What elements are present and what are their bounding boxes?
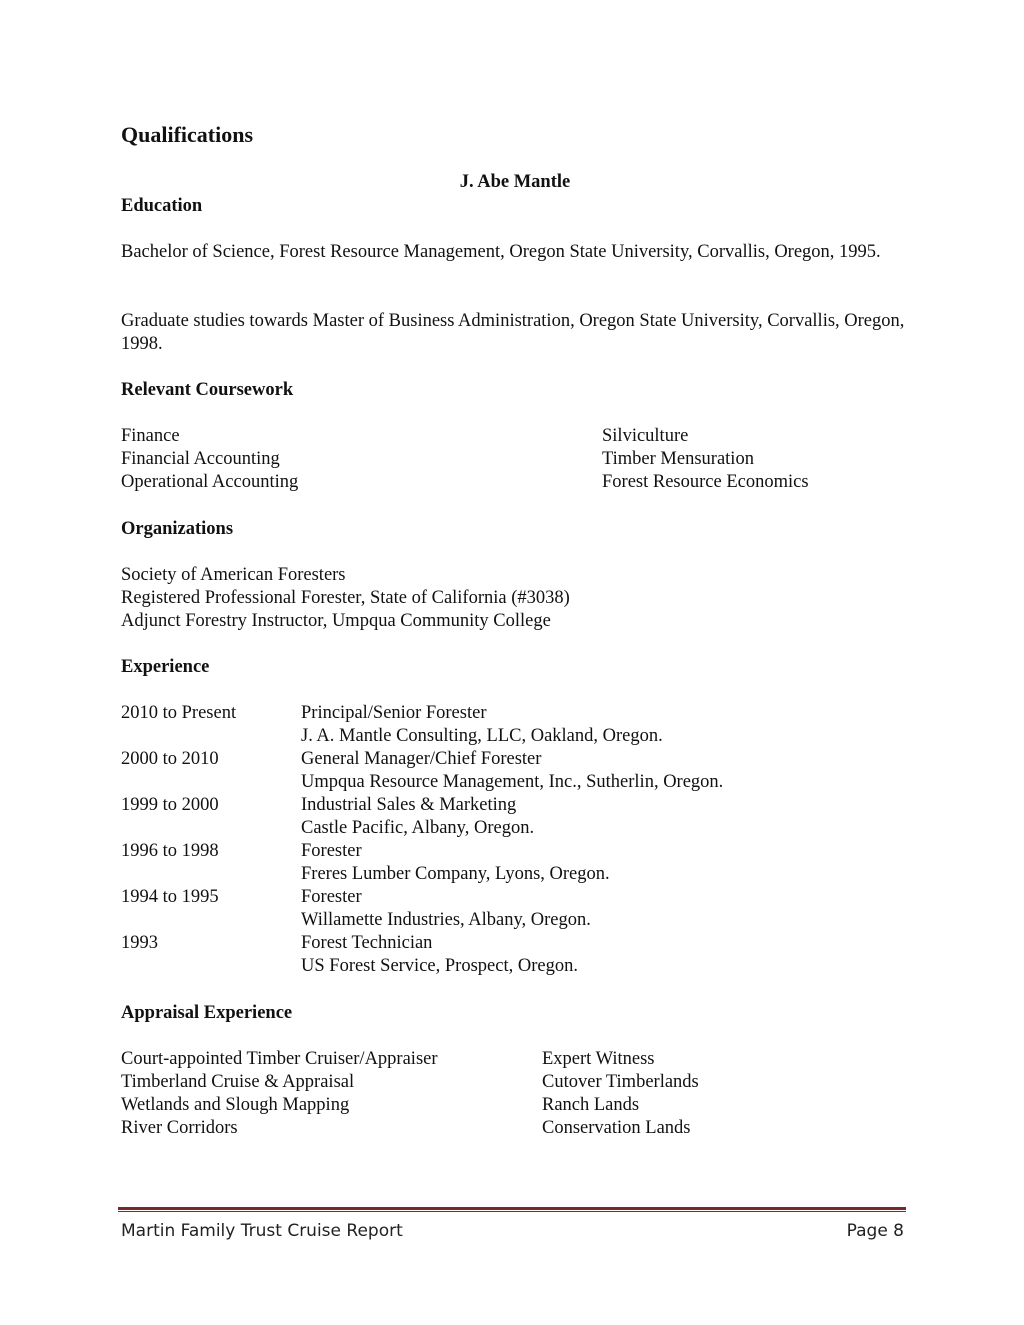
experience-period: 2010 to Present <box>121 703 237 723</box>
education-heading: Education <box>121 196 203 216</box>
experience-role: Forester <box>301 887 362 907</box>
coursework-item: Forest Resource Economics <box>602 472 809 492</box>
footer-rule-thin <box>118 1211 906 1212</box>
experience-period: 1996 to 1998 <box>121 841 219 861</box>
organizations-heading: Organizations <box>121 519 234 539</box>
coursework-item: Operational Accounting <box>121 472 299 492</box>
experience-role: Forest Technician <box>301 933 433 953</box>
experience-period: 1999 to 2000 <box>121 795 219 815</box>
experience-org: US Forest Service, Prospect, Oregon. <box>301 956 578 976</box>
appraisal-item: Timberland Cruise & Appraisal <box>121 1072 355 1092</box>
organization-item: Registered Professional Forester, State of California (#3038) <box>121 588 570 608</box>
experience-role: Principal/Senior Forester <box>301 703 487 723</box>
coursework-item: Silviculture <box>602 426 689 446</box>
experience-period: 2000 to 2010 <box>121 749 219 769</box>
experience-role: Forester <box>301 841 362 861</box>
footer-report-title: Martin Family Trust Cruise Report <box>121 1221 403 1241</box>
appraisal-item: Conservation Lands <box>542 1118 691 1138</box>
experience-period: 1993 <box>121 933 158 953</box>
appraisal-item: Court-appointed Timber Cruiser/Appraiser <box>121 1049 438 1069</box>
experience-role: General Manager/Chief Forester <box>301 749 542 769</box>
coursework-item: Financial Accounting <box>121 449 280 469</box>
experience-org: Willamette Industries, Albany, Oregon. <box>301 910 591 930</box>
appraisal-item: River Corridors <box>121 1118 238 1138</box>
page-title: Qualifications <box>121 122 254 147</box>
experience-role: Industrial Sales & Marketing <box>301 795 517 815</box>
footer-page-number: Page 8 <box>846 1221 904 1241</box>
person-name: J. Abe Mantle <box>459 172 571 192</box>
experience-period: 1994 to 1995 <box>121 887 219 907</box>
coursework-item: Timber Mensuration <box>602 449 754 469</box>
coursework-heading: Relevant Coursework <box>121 380 294 400</box>
organization-item: Society of American Foresters <box>121 565 346 585</box>
experience-org: Castle Pacific, Albany, Oregon. <box>301 818 535 838</box>
experience-heading: Experience <box>121 657 210 677</box>
appraisal-heading: Appraisal Experience <box>121 1003 293 1023</box>
appraisal-item: Ranch Lands <box>542 1095 640 1115</box>
education-item: Graduate studies towards Master of Business Administration, Oregon State University, Corvallis, Oregon, 1998. <box>121 311 905 354</box>
appraisal-item: Wetlands and Slough Mapping <box>121 1095 350 1115</box>
education-item: Bachelor of Science, Forest Resource Management, Oregon State University, Corvallis, Oregon, 1995. <box>121 242 881 262</box>
footer-rule <box>118 1207 906 1210</box>
coursework-item: Finance <box>121 426 180 446</box>
experience-org: Umpqua Resource Management, Inc., Sutherlin, Oregon. <box>301 772 724 792</box>
experience-org: Freres Lumber Company, Lyons, Oregon. <box>301 864 610 884</box>
appraisal-item: Cutover Timberlands <box>542 1072 699 1092</box>
experience-org: J. A. Mantle Consulting, LLC, Oakland, Oregon. <box>301 726 663 746</box>
organization-item: Adjunct Forestry Instructor, Umpqua Community College <box>121 611 551 631</box>
appraisal-item: Expert Witness <box>542 1049 655 1069</box>
